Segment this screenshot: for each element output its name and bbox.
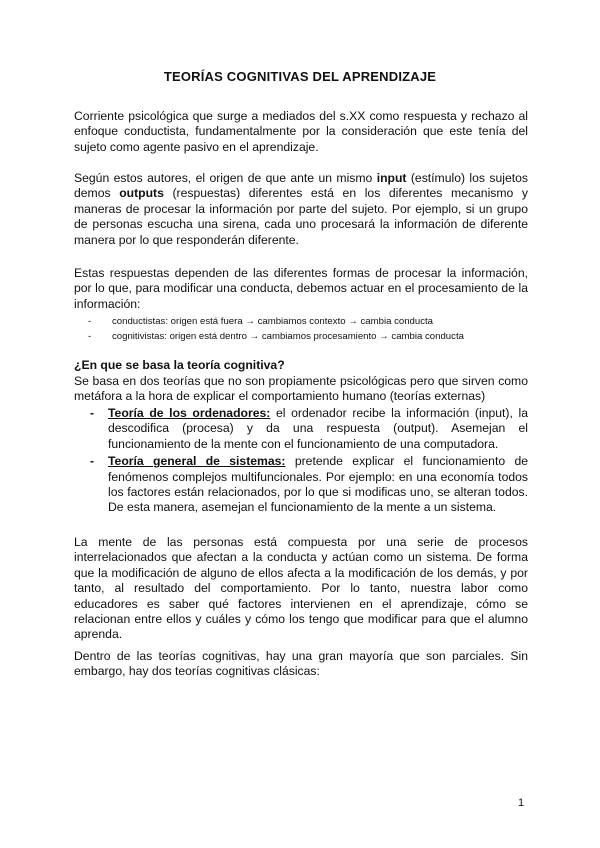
list-item <box>88 406 528 452</box>
list-item <box>88 329 538 344</box>
mind-paragraph: La mente de las personas está compuesta por una serie de procesos interrelacionados que afectan a la conducta y actúan como un sistema. De forma que la modificación de alguno de ellos afecta a la modificación de los demás, y por tanto, al resultado del comportamiento. Por lo tanto, nuestra labor como educadores es saber qué factores intervienen en el aprendizaje, cómo se relacionan entre ellos y cuáles y cómo los tengo que modificar para que el alumno aprenda. <box>74 535 528 642</box>
section-heading: ¿En que se basa la teoría cognitiva? <box>74 358 285 372</box>
comparison-text: cognitivistas: origen está dentro → cambiamos procesamiento → cambia conducta <box>112 331 464 342</box>
within-paragraph: Dentro de las teorías cognitivas, hay una gran mayoría que son parciales. Sin embargo, hay dos teorías cognitivas clásicas: <box>74 649 528 679</box>
authors-text-3: (respuestas) diferentes está en los diferentes mecanismo y maneras de procesar la información por parte del sujeto. Por ejemplo, si un grupo de personas escucha una sirena, cada uno procesará la información de diferente manera por lo que responderán diferente. <box>74 186 529 247</box>
list-item <box>88 454 528 516</box>
comparison-list <box>88 314 538 344</box>
page-title: TEORÍAS COGNITIVAS DEL APRENDIZAJE <box>163 69 437 84</box>
responses-paragraph: Estas respuestas dependen de las diferentes formas de procesar la información, por lo que, para modificar una conducta, debemos actuar en el procesamiento de la información: <box>74 266 528 311</box>
comparison-text: conductistas: origen está fuera → cambiamos contexto → cambia conducta <box>112 316 434 327</box>
theory-term: Teoría de los ordenadores: <box>108 406 271 420</box>
list-item <box>88 314 538 329</box>
bullet-dash: - <box>90 406 95 420</box>
theory-text: el ordenador recibe la información (input), la descodifica (procesa) y da una respuesta (output). Asemejan el funcionamiento de la mente con el funcionamiento de una computadora. <box>108 406 528 451</box>
bullet-dash: - <box>88 331 92 342</box>
intro-paragraph: Corriente psicológica que surge a mediados del s.XX como respuesta y rechazo al enfoque conductista, fundamentalmente por la consideración que este tenía del sujeto como agente pasivo en el aprendizaje. <box>74 109 528 154</box>
authors-text-2: (estímulo) los sujetos demos <box>74 171 528 201</box>
authors-paragraph <box>74 171 528 248</box>
authors-text-1: Según estos autores, el origen de que ante un mismo <box>74 171 377 185</box>
theories-list <box>88 406 528 518</box>
theory-text: pretende explicar el funcionamiento de fenómenos complejos multifuncionales. Por ejemplo: en una economía todos los factores están relacionados, por lo que si modificas uno, se alteran todos. De esta manera, asemejan el funcionamiento de la mente a un sistema. <box>108 454 528 515</box>
bullet-dash: - <box>90 454 95 469</box>
outputs-term: outputs <box>119 186 164 201</box>
basis-paragraph: Se basa en dos teorías que no son propiamente psicológicas pero que sirven como metáfora a la hora de explicar el comportamiento humano (teorías externas) <box>74 374 528 404</box>
bullet-dash: - <box>88 316 92 327</box>
page-number: 1 <box>518 797 525 809</box>
input-term: input <box>376 171 407 185</box>
theory-term: Teoría general de sistemas: <box>108 454 286 469</box>
